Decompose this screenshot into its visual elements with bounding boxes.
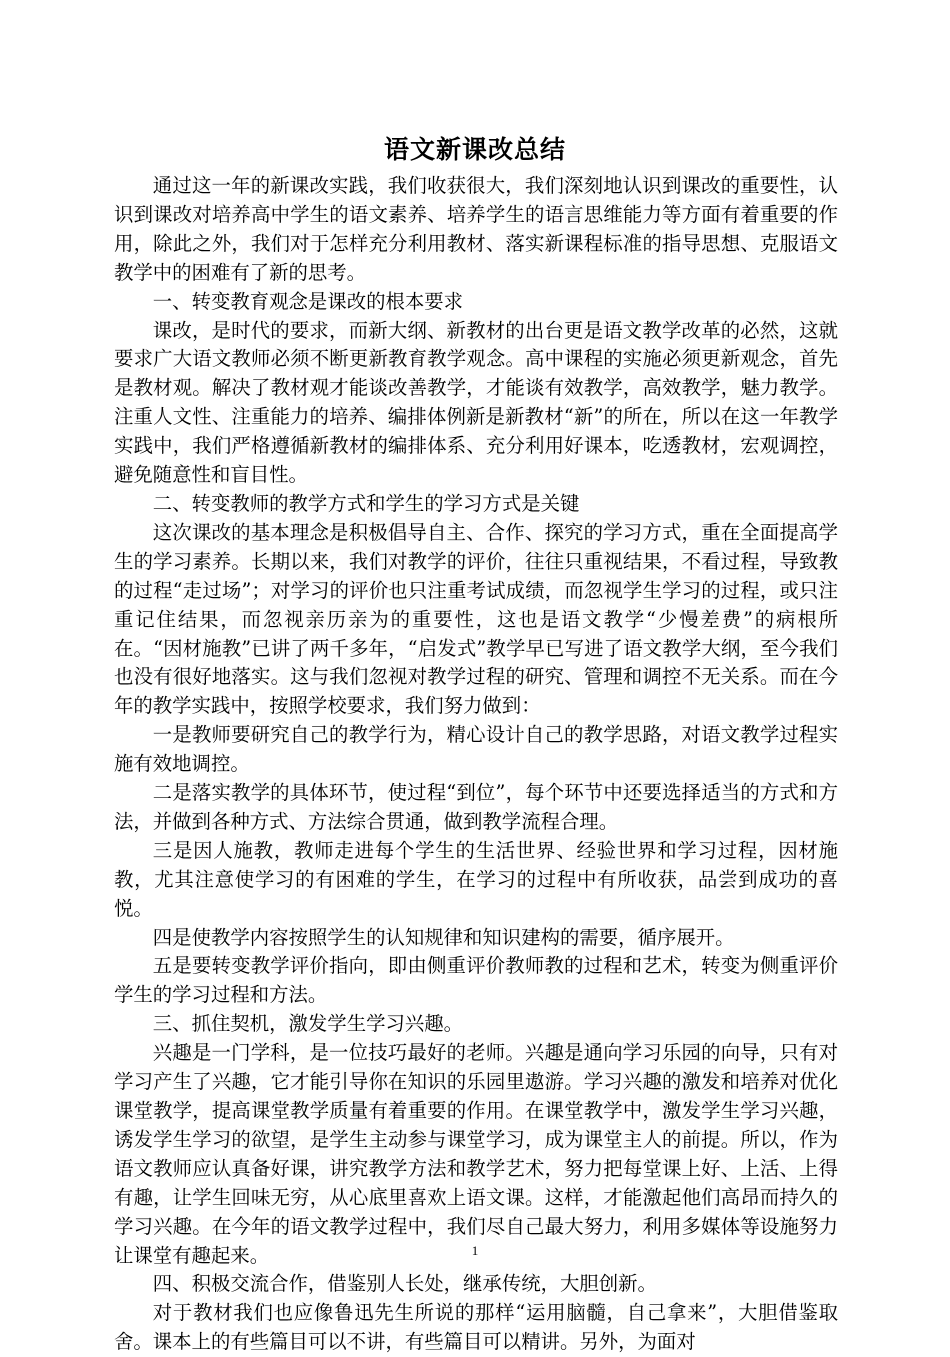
list-item-1: 一是教师要研究自己的教学行为，精心设计自己的教学思路，对语文教学过程实施有效地调控。 <box>114 723 838 776</box>
paragraph-section-2: 这次课改的基本理念是积极倡导自主、合作、探究的学习方式，重在全面提高学生的学习素养。长期以来，我们对教学的评价，往往只重视结果，不看过程，导致教的过程“走过场”；对学习的评价也只注重考试成绩，而忽视学生学习的过程，或只注重记住结果，而忽视亲历亲为的重要性，这也是语文教学“少慢差费”的病根所在。“因材施教”已讲了两千多年，“启发式”教学早已写进了语文教学大纲，至今我们也没有很好地落实。这与我们忽视对教学过程的研究、管理和调控不无关系。而在今年的教学实践中，按照学校要求，我们努力做到： <box>114 520 838 718</box>
list-item-2: 二是落实教学的具体环节，使过程“到位”，每个环节中还要选择适当的方式和方法，并做到各种方式、方法综合贯通，做到教学流程合理。 <box>114 781 838 833</box>
section-heading-4: 四、积极交流合作，借鉴别人长处，继承传统，大胆创新。 <box>152 1272 657 1296</box>
paragraph-section-3: 兴趣是一门学科，是一位技巧最好的老师。兴趣是通向学习乐园的向导，只有对学习产生了兴趣，它才能引导你在知识的乐园里遨游。学习兴趣的激发和培养对优化课堂教学，提高课堂教学质量有着重要的作用。在课堂教学中，激发学生学习兴趣，诱发学生学习的欲望，是学生主动参与课堂学习，成为课堂主人的前提。所以，作为语文教师应认真备好课，讲究教学方法和教学艺术，努力把每堂课上好、上活、上得有趣，让学生回味无穷，从心底里喜欢上语文课。这样，才能激起他们高昂而持久的学习兴趣。在今年的语文教学过程中，我们尽自己最大努力，利用多媒体等设施努力让课堂有趣起来。 <box>114 1041 838 1267</box>
section-heading-3: 三、抓住契机，激发学生学习兴趣。 <box>152 1012 464 1036</box>
document-body <box>114 172 838 1357</box>
section-heading-2: 二、转变教师的教学方式和学生的学习方式是关键 <box>152 491 580 515</box>
paragraph-section-4: 对于教材我们也应像鲁迅先生所说的那样“运用脑髓，自己拿来”，大胆借鉴取舍。课本上的有些篇目可以不讲，有些篇目可以精讲。另外，为面对 <box>114 1301 838 1354</box>
document-title: 语文新课改总结 <box>383 135 566 164</box>
list-item-4: 四是使教学内容按照学生的认知规律和知识建构的需要，循序展开。 <box>152 925 735 949</box>
page-number: 1 <box>471 1243 479 1258</box>
list-item-3: 三是因人施教，教师走进每个学生的生活世界、经验世界和学习过程，因材施教，尤其注意使学习的有困难的学生，在学习的过程中有所收获，品尝到成功的喜悦。 <box>114 838 838 920</box>
paragraph-section-1: 课改，是时代的要求，而新大纲、新教材的出台更是语文教学改革的必然，这就要求广大语文教师必须不断更新教育教学观念。高中课程的实施必须更新观念，首先是教材观。解决了教材观才能谈改善教学，才能谈有效教学，高效教学，魅力教学。注重人文性、注重能力的培养、编排体例新是新教材“新”的所在，所以在这一年教学实践中，我们严格遵循新教材的编排体系、充分利用好课本，吃透教材，宏观调控，避免随意性和盲目性。 <box>114 318 838 487</box>
section-heading-1: 一、转变教育观念是课改的根本要求 <box>152 289 464 313</box>
paragraph-intro: 通过这一年的新课改实践，我们收获很大，我们深刻地认识到课改的重要性，认识到课改对培养高中学生的语文素养、培养学生的语言思维能力等方面有着重要的作用，除此之外，我们对于怎样充分利用教材、落实新课程标准的指导思想、克服语文教学中的困难有了新的思考。 <box>114 174 838 284</box>
list-item-5: 五是要转变教学评价指向，即由侧重评价教师教的过程和艺术，转变为侧重评价学生的学习过程和方法。 <box>114 954 838 1007</box>
